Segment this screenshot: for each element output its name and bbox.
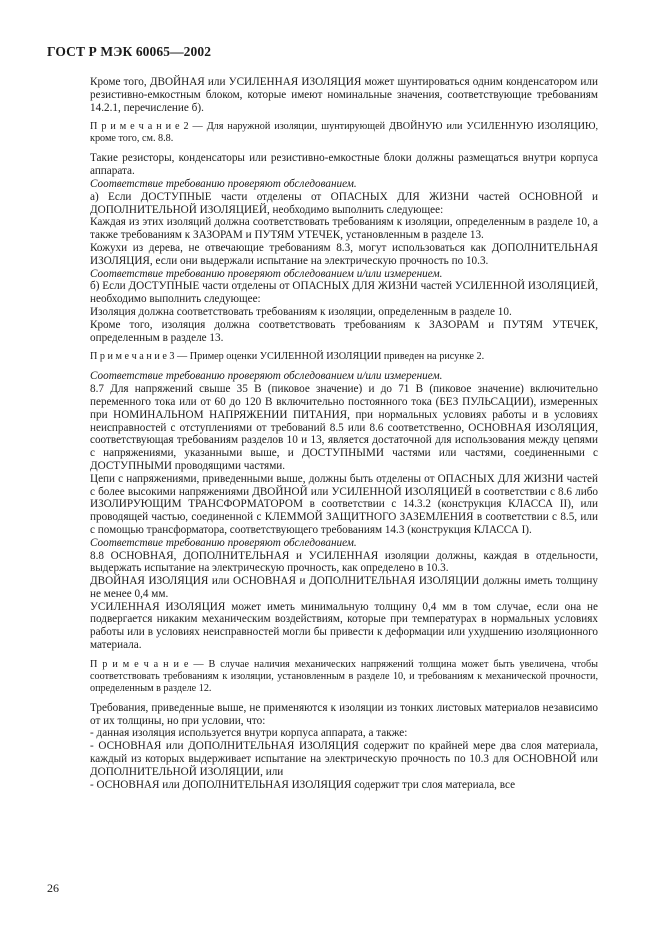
paragraph: а) Если ДОСТУПНЫЕ части отделены от ОПАСНЫХ ДЛЯ ЖИЗНИ частей ОСНОВНОЙ и ДОПОЛНИТЕЛЬНОЙ ИЗОЛЯЦИЕЙ, необходимо выполнить следующее: bbox=[90, 190, 598, 216]
document-body bbox=[90, 76, 598, 791]
paragraph: Изоляция должна соответствовать требованиям к изоляции, определенным в разделе 10. bbox=[90, 305, 512, 318]
paragraph: Каждая из этих изоляций должна соответствовать требованиям к изоляции, определенным в разделе 10, а также требованиям к ЗАЗОРАМ и ПУТЯМ УТЕЧЕК, установленным в разделе 13. bbox=[90, 216, 598, 242]
paragraph: Цепи с напряжениями, приведенными выше, должны быть отделены от ОПАСНЫХ ДЛЯ ЖИЗНИ частей с более высокими напряжениями ДВОЙНОЙ или УСИЛЕННОЙ ИЗОЛЯЦИЕЙ в соответствии с 8.6 либо ИЗОЛИРУЮЩИМ ТРАНСФОРМАТОРОМ в соответствии с 14.3.2 (конструкция КЛАССА II), или проводящей частью, соединенной с КЛЕММОЙ ЗАЩИТНОГО ЗАЗЕМЛЕНИЯ в соответствии с 8.5, или с помощью трансформатора, соответствующего требованиям 14.3 (конструкция КЛАССА I). bbox=[90, 472, 598, 536]
paragraph: Такие резисторы, конденсаторы или резистивно-емкостные блоки должны размещаться внутри корпуса аппарата. bbox=[90, 152, 598, 178]
clause-8-7: 8.7 Для напряжений свыше 35 В (пиковое значение) и до 71 В (пиковое значение) включительно переменного тока или от 60 до 120 В включительно постоянного тока (БЕЗ ПУЛЬСАЦИИ), измеренных при НОМИНАЛЬНОМ НАПРЯЖЕНИИ ПИТАНИЯ, при нормальных условиях работы и в условиях неисправностей с отступлениями от требований 8.5 или 8.6 соответственно, ОСНОВНАЯ ИЗОЛЯЦИЯ, соответствующая требованиям разделов 10 и 13, является достаточной для использования между цепями с напряжениями, указанными выше, и ДОСТУПНЫМИ частями или частями, соединенными с ДОСТУПНЫМИ проводящими частями. bbox=[90, 383, 598, 472]
paragraph: Требования, приведенные выше, не применяются к изоляции из тонких листовых материалов независимо от их толщины, но при условии, что: bbox=[90, 701, 598, 727]
compliance-check: Соответствие требованию проверяют обследованием. bbox=[90, 536, 357, 549]
paragraph: Кроме того, ДВОЙНАЯ или УСИЛЕННАЯ ИЗОЛЯЦИЯ может шунтироваться одним конденсатором или резистивно-емкостным блоком, которые имеют номинальные значения, соответствующие требованиям 14.2.1, перечисление б). bbox=[90, 76, 598, 114]
clause-8-8: 8.8 ОСНОВНАЯ, ДОПОЛНИТЕЛЬНАЯ и УСИЛЕННАЯ изоляции должны, каждая в отдельности, выдержать испытание на электрическую прочность, как определено в 10.3. bbox=[90, 549, 598, 575]
compliance-check: Соответствие требованию проверяют обследованием. bbox=[90, 177, 357, 190]
note: П р и м е ч а н и е 2 — Для наружной изоляции, шунтирующей ДВОЙНУЮ или УСИЛЕННУЮ ИЗОЛЯЦИЮ, кроме того, см. 8.8. bbox=[90, 121, 598, 145]
compliance-check: Соответствие требованию проверяют обследованием и/или измерением. bbox=[90, 267, 443, 280]
list-item: - данная изоляция используется внутри корпуса аппарата, а также: bbox=[90, 727, 408, 740]
paragraph: Кожухи из дерева, не отвечающие требованиям 8.3, могут использоваться как ДОПОЛНИТЕЛЬНАЯ ИЗОЛЯЦИЯ, если они выдержали испытание на электрическую прочность по 10.3. bbox=[90, 241, 598, 267]
compliance-check: Соответствие требованию проверяют обследованием и/или измерением. bbox=[90, 370, 443, 383]
document-header: ГОСТ Р МЭК 60065—2002 bbox=[47, 44, 212, 59]
list-item: - ОСНОВНАЯ или ДОПОЛНИТЕЛЬНАЯ ИЗОЛЯЦИЯ содержит три слоя материала, все bbox=[90, 778, 516, 791]
paragraph: УСИЛЕННАЯ ИЗОЛЯЦИЯ может иметь минимальную толщину 0,4 мм в том случае, если она не подвергается никаким механическим воздействиям, которые при температурах в нормальных условиях работы или в условиях неисправностей могли бы привести к деформации или ухудшению изоляционного материала. bbox=[90, 600, 598, 652]
paragraph: Кроме того, изоляция должна соответствовать требованиям к ЗАЗОРАМ и ПУТЯМ УТЕЧЕК, определенным в разделе 13. bbox=[90, 318, 598, 344]
note: П р и м е ч а н и е — В случае наличия механических напряжений толщина может быть увеличена, чтобы соответствовать требованиям к изоляции, установленным в разделе 10, и требованиям к механической прочности, определенным в разделе 12. bbox=[90, 658, 598, 694]
paragraph: б) Если ДОСТУПНЫЕ части отделены от ОПАСНЫХ ДЛЯ ЖИЗНИ частей УСИЛЕННОЙ ИЗОЛЯЦИЕЙ, необходимо выполнить следующее: bbox=[90, 280, 598, 306]
note: П р и м е ч а н и е 3 — Пример оценки УСИЛЕННОЙ ИЗОЛЯЦИИ приведен на рисунке 2. bbox=[90, 351, 485, 363]
paragraph: ДВОЙНАЯ ИЗОЛЯЦИЯ или ОСНОВНАЯ и ДОПОЛНИТЕЛЬНАЯ ИЗОЛЯЦИИ должны иметь толщину не менее 0,4 мм. bbox=[90, 575, 598, 600]
page-number: 26 bbox=[47, 881, 59, 895]
list-item: - ОСНОВНАЯ или ДОПОЛНИТЕЛЬНАЯ ИЗОЛЯЦИЯ содержит по крайней мере два слоя материала, каждый из которых выдерживает испытание на электрическую прочность по 10.3 для ОСНОВНОЙ или ДОПОЛНИТЕЛЬНОЙ ИЗОЛЯЦИИ, или bbox=[90, 740, 598, 778]
